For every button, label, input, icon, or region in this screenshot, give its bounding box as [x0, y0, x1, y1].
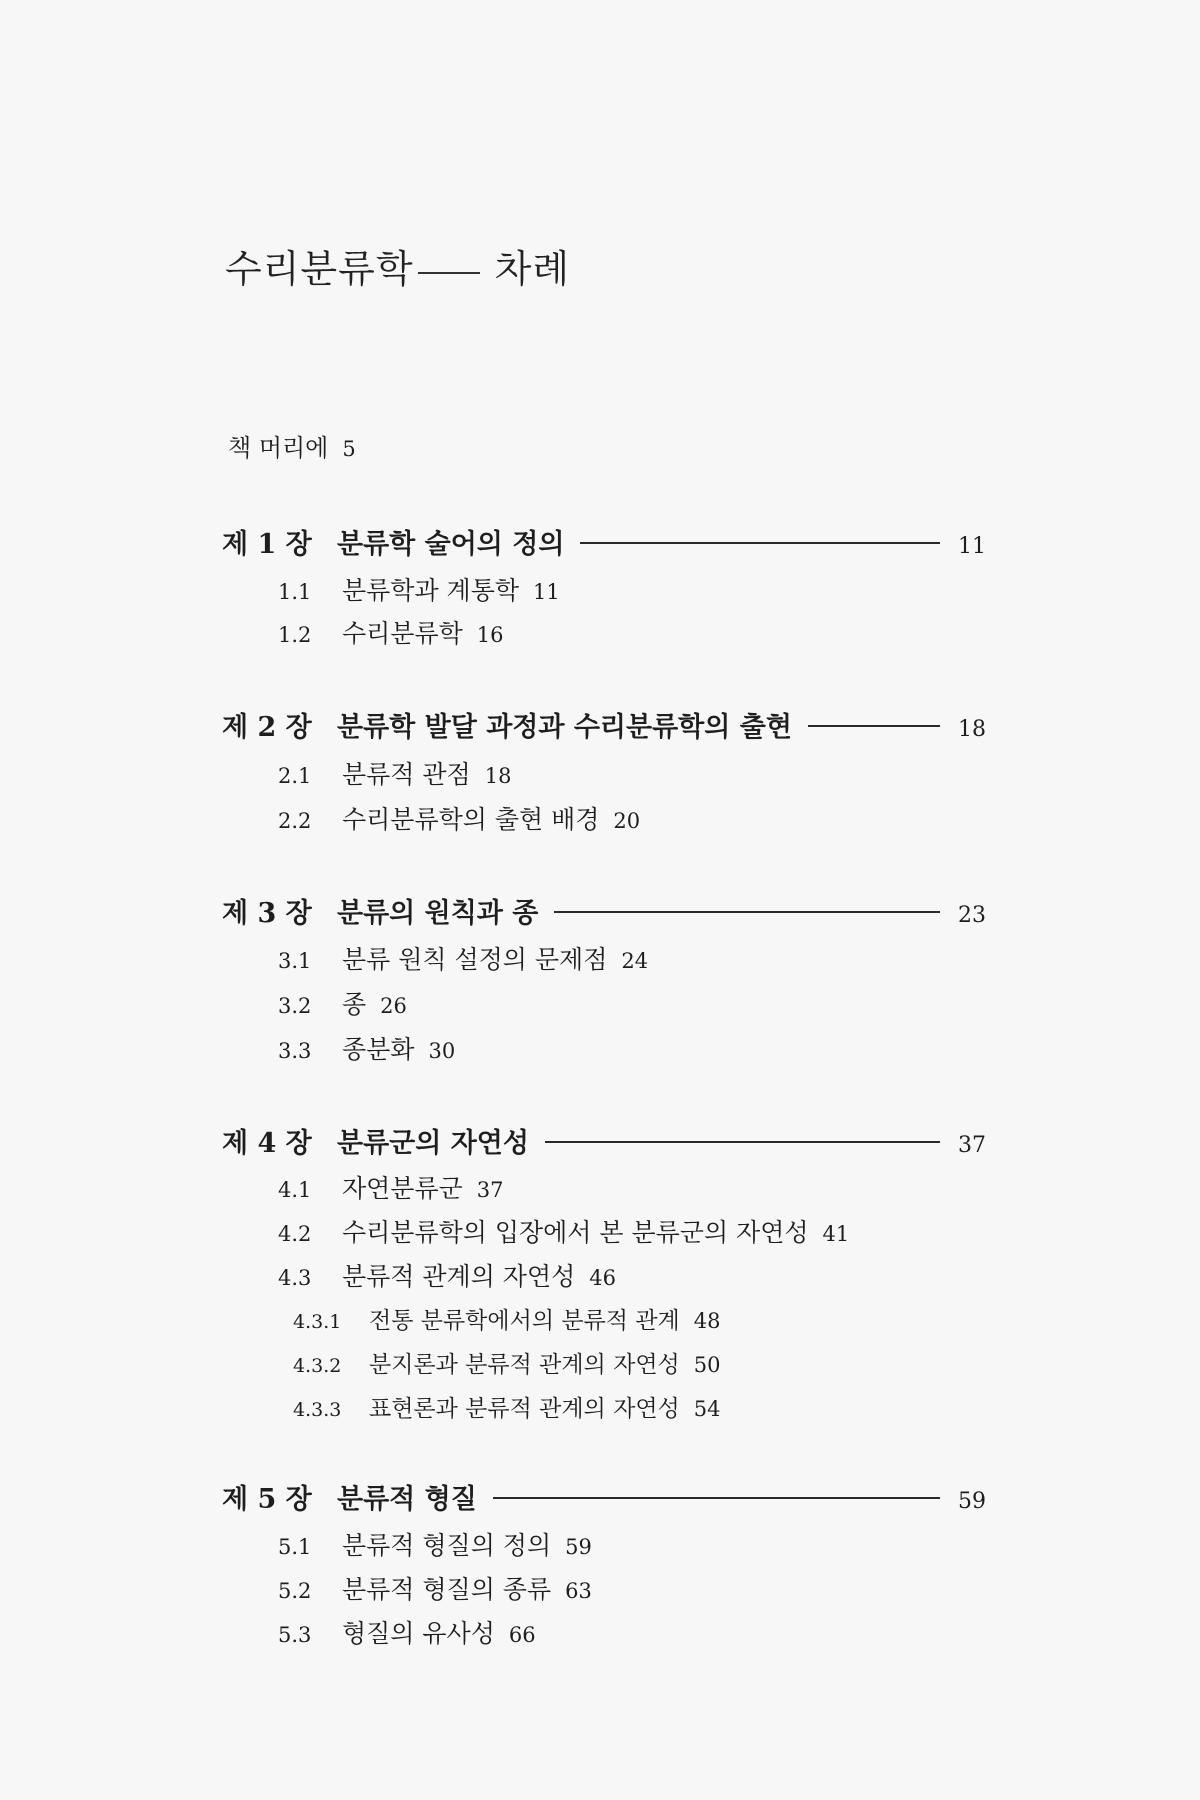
- section-page: 37: [476, 1178, 504, 1202]
- section-page: 18: [484, 764, 512, 788]
- section-title: 분류학과 계통학: [342, 576, 519, 605]
- subsection-page: 50: [693, 1353, 721, 1377]
- section-page: 11: [533, 580, 560, 604]
- section-page: 59: [565, 1535, 592, 1559]
- section-title: 분류 원칙 설정의 문제점: [342, 945, 608, 974]
- section-number: 2.2: [278, 809, 312, 833]
- section-number: 5.2: [278, 1579, 312, 1603]
- leader-line: [808, 725, 940, 727]
- section-4-3[interactable]: [278, 1257, 616, 1293]
- section-number: 3.1: [278, 949, 312, 973]
- chapter-3[interactable]: [222, 891, 986, 930]
- section-number: 5.3: [278, 1623, 312, 1647]
- section-4-2[interactable]: [278, 1213, 849, 1249]
- subsection-title: 분지론과 분류적 관계의 자연성: [369, 1352, 680, 1378]
- section-title: 자연분류군: [342, 1174, 463, 1203]
- chapter-number: 제 5 장: [222, 1484, 312, 1515]
- leader-line: [493, 1497, 940, 1499]
- section-title: 종분화: [342, 1035, 415, 1064]
- subsection-4-3-3[interactable]: [293, 1390, 721, 1423]
- chapter-title: 분류적 형질: [337, 1484, 477, 1515]
- chapter-page: 37: [958, 1133, 986, 1158]
- section-page: 30: [428, 1039, 456, 1063]
- section-1-1[interactable]: [278, 571, 560, 607]
- chapter-page: 23: [958, 903, 986, 928]
- chapter-title: 분류학 발달 과정과 수리분류학의 출현: [337, 712, 792, 743]
- section-number: 1.2: [278, 623, 312, 647]
- book-title: 수리분류학: [225, 247, 414, 291]
- leader-line: [580, 542, 940, 544]
- section-page: 46: [589, 1266, 616, 1290]
- section-title: 분류적 관계의 자연성: [342, 1262, 576, 1291]
- section-number: 3.2: [278, 994, 312, 1018]
- chapter-page: 11: [958, 534, 986, 559]
- section-title: 수리분류학의 입장에서 본 분류군의 자연성: [342, 1218, 809, 1247]
- preface-label: 책 머리에: [228, 434, 329, 462]
- section-page: 66: [508, 1623, 536, 1647]
- section-title: 수리분류학: [342, 619, 463, 648]
- chapter-page: 59: [958, 1489, 986, 1514]
- section-number: 4.1: [278, 1178, 312, 1202]
- section-page: 41: [822, 1222, 850, 1246]
- section-5-1[interactable]: [278, 1526, 592, 1562]
- chapter-title: 분류의 원칙과 종: [337, 898, 539, 929]
- chapter-title: 분류군의 자연성: [337, 1128, 529, 1159]
- section-number: 2.1: [278, 764, 312, 788]
- chapter-2[interactable]: [222, 705, 986, 744]
- section-1-2[interactable]: [278, 614, 504, 650]
- subsection-number: 4.3.3: [293, 1399, 342, 1421]
- chapter-page: 18: [958, 717, 986, 742]
- section-page: 24: [621, 949, 649, 973]
- subsection-page: 48: [693, 1309, 721, 1333]
- section-number: 4.3: [278, 1266, 312, 1290]
- section-title: 분류적 관점: [342, 760, 471, 789]
- section-page: 16: [476, 623, 504, 647]
- preface-page: 5: [342, 437, 356, 461]
- leader-line: [545, 1141, 940, 1143]
- section-number: 3.3: [278, 1039, 312, 1063]
- chapter-number: 제 3 장: [222, 898, 312, 929]
- section-page: 26: [380, 994, 407, 1018]
- subsection-title: 전통 분류학에서의 분류적 관계: [369, 1308, 680, 1334]
- subsection-4-3-1[interactable]: [293, 1302, 721, 1335]
- section-2-1[interactable]: [278, 755, 511, 791]
- chapter-number: 제 1 장: [222, 529, 312, 560]
- section-number: 1.1: [278, 580, 312, 604]
- section-4-1[interactable]: [278, 1169, 504, 1205]
- section-title: 분류적 형질의 종류: [342, 1575, 552, 1604]
- leader-line: [554, 911, 940, 913]
- section-5-3[interactable]: [278, 1614, 536, 1650]
- section-3-3[interactable]: [278, 1030, 455, 1066]
- chapter-number: 제 2 장: [222, 712, 312, 743]
- subsection-number: 4.3.1: [293, 1311, 342, 1333]
- subsection-number: 4.3.2: [293, 1355, 342, 1377]
- section-2-2[interactable]: [278, 800, 640, 836]
- title-dash: [418, 272, 480, 274]
- chapter-1[interactable]: [222, 522, 986, 561]
- chapter-4[interactable]: [222, 1121, 986, 1160]
- section-3-2[interactable]: [278, 985, 407, 1021]
- section-5-2[interactable]: [278, 1570, 592, 1606]
- toc-heading: 차례: [494, 247, 571, 291]
- section-page: 63: [565, 1579, 592, 1603]
- section-title: 종: [342, 990, 367, 1019]
- section-title: 형질의 유사성: [342, 1619, 495, 1648]
- section-title: 분류적 형질의 정의: [342, 1531, 552, 1560]
- chapter-number: 제 4 장: [222, 1128, 312, 1159]
- section-number: 5.1: [278, 1535, 312, 1559]
- chapter-5[interactable]: [222, 1477, 986, 1516]
- subsection-page: 54: [693, 1397, 721, 1421]
- subsection-title: 표현론과 분류적 관계의 자연성: [369, 1396, 680, 1422]
- section-number: 4.2: [278, 1222, 312, 1246]
- page-title: [225, 238, 570, 293]
- section-title: 수리분류학의 출현 배경: [342, 805, 600, 834]
- preface-entry[interactable]: [228, 428, 356, 463]
- section-page: 20: [613, 809, 641, 833]
- chapter-title: 분류학 술어의 정의: [337, 529, 565, 560]
- section-3-1[interactable]: [278, 940, 648, 976]
- subsection-4-3-2[interactable]: [293, 1346, 721, 1379]
